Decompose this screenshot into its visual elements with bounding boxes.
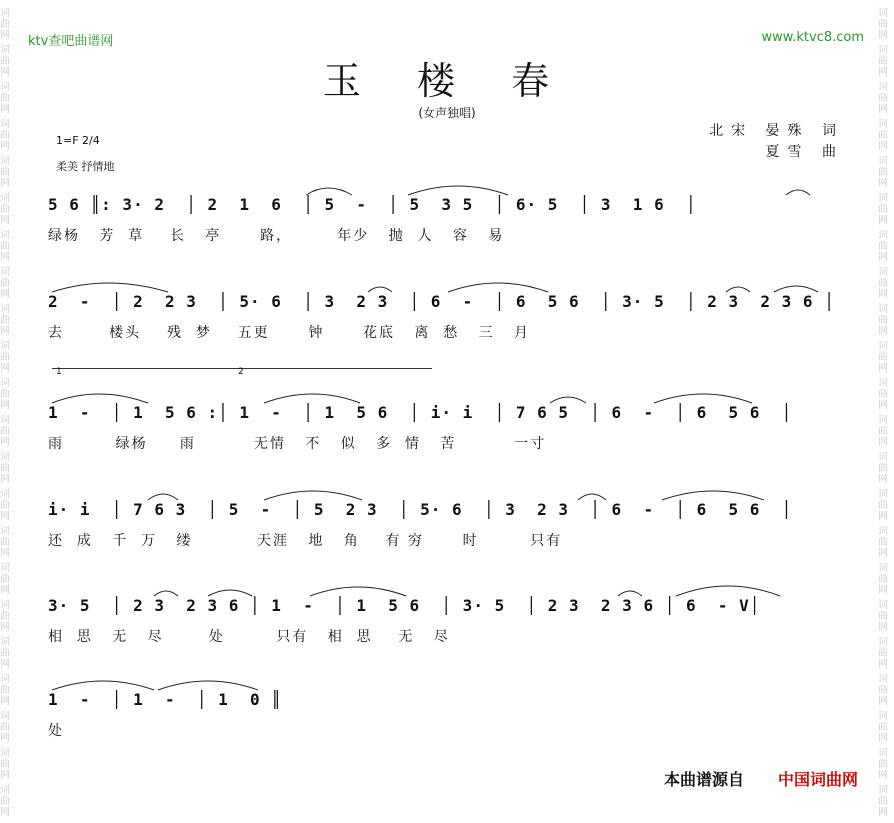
song-subtitle: (女声独唱) xyxy=(418,106,476,120)
watermark-text: 词曲网 xyxy=(0,119,10,152)
watermark-text: 词曲网 xyxy=(878,230,888,263)
watermark-text: 词曲网 xyxy=(0,267,10,300)
notation-line: 5 6 ║: 3· 2 │ 2 1 6 │ 5 - │ 5 3 5 │ 6· 5 │ 3 1 6 │ xyxy=(48,195,697,214)
watermark-text: 词曲网 xyxy=(878,711,888,744)
watermark-text: 词曲网 xyxy=(878,415,888,448)
watermark-text: 词曲网 xyxy=(878,637,888,670)
lyrics-line: 还 成 千 万 缕 天涯 地 角 有 穷 时 只有 xyxy=(48,533,563,549)
tempo-marking: 柔美 抒情地 xyxy=(56,160,115,173)
watermark-text: 词曲网 xyxy=(878,119,888,152)
watermark-text: 词曲网 xyxy=(0,785,10,818)
watermark-text: 词曲网 xyxy=(0,82,10,115)
composer-credit: 夏雪 曲 xyxy=(765,144,844,160)
watermark-text: 词曲网 xyxy=(0,748,10,781)
lyrics-line: 去 楼头 残 梦 五更 钟 花底 离 愁 三 月 xyxy=(48,325,531,341)
watermark-text: 词曲网 xyxy=(0,674,10,707)
site-name-left[interactable]: ktv查吧曲谱网 xyxy=(28,34,114,49)
notation-line: 1 - │ 1 - │ 1 0 ║ xyxy=(48,690,282,709)
watermark-text: 词曲网 xyxy=(0,304,10,337)
key-signature: 1=F 2/4 xyxy=(56,134,100,147)
watermark-text: 词曲网 xyxy=(878,45,888,78)
source-site-link[interactable]: 中国词曲网 xyxy=(777,770,858,789)
volta-bracket xyxy=(52,368,432,381)
notation-line: 1 - │ 1 5 6 :│ 1 - │ 1 5 6 │ i· i │ 7 6 5 │ 6 - │ 6 5 6 │ xyxy=(48,403,793,422)
watermark-text: 词曲网 xyxy=(878,452,888,485)
notation-line: 2 - │ 2 2 3 │ 5· 6 │ 3 2 3 │ 6 - │ 6 5 6 │ 3· 5 │ 2 3 2 3 6 │ xyxy=(48,292,835,311)
watermark-text: 词曲网 xyxy=(878,8,888,41)
watermark-text: 词曲网 xyxy=(0,230,10,263)
watermark-text: 词曲网 xyxy=(0,156,10,189)
watermark-text: 词曲网 xyxy=(0,452,10,485)
watermark-text: 词曲网 xyxy=(878,82,888,115)
lyrics-line: 绿杨 芳 草 长 亭 路， 年少 抛 人 容 易 xyxy=(48,228,505,244)
site-url-right[interactable]: www.ktvc8.com xyxy=(761,30,864,45)
watermark-right xyxy=(878,0,894,823)
watermark-text: 词曲网 xyxy=(878,600,888,633)
watermark-text: 词曲网 xyxy=(0,341,10,374)
watermark-text: 词曲网 xyxy=(0,489,10,522)
watermark-text: 词曲网 xyxy=(878,304,888,337)
volta-first-label: 1 xyxy=(56,367,62,377)
lyrics-line: 处 xyxy=(48,723,64,739)
watermark-text: 词曲网 xyxy=(0,193,10,226)
watermark-text: 词曲网 xyxy=(0,600,10,633)
lyrics-line: 相 思 无 尽 处 只有 相 思 无 尽 xyxy=(48,629,450,645)
watermark-text: 词曲网 xyxy=(0,45,10,78)
watermark-text: 词曲网 xyxy=(878,748,888,781)
watermark-text: 词曲网 xyxy=(878,489,888,522)
notation-line: i· i │ 7 6 3 │ 5 - │ 5 2 3 │ 5· 6 │ 3 2 3 │ 6 - │ 6 5 6 │ xyxy=(48,500,793,519)
watermark-text: 词曲网 xyxy=(878,785,888,818)
watermark-text: 词曲网 xyxy=(0,415,10,448)
watermark-text: 词曲网 xyxy=(0,563,10,596)
watermark-text: 词曲网 xyxy=(0,378,10,411)
watermark-text: 词曲网 xyxy=(0,637,10,670)
watermark-text: 词曲网 xyxy=(878,526,888,559)
watermark-text: 词曲网 xyxy=(0,8,10,41)
song-title: 玉 楼 春 xyxy=(322,59,572,103)
watermark-text: 词曲网 xyxy=(878,267,888,300)
watermark-text: 词曲网 xyxy=(878,674,888,707)
watermark-text: 词曲网 xyxy=(0,526,10,559)
lyrics-line: 雨 绿杨 雨 无情 不 似 多 情 苦 一寸 xyxy=(48,436,547,452)
watermark-text: 词曲网 xyxy=(0,711,10,744)
watermark-text: 词曲网 xyxy=(878,193,888,226)
watermark-text: 词曲网 xyxy=(878,378,888,411)
source-label: 本曲谱源自 xyxy=(663,770,744,789)
notation-line: 3· 5 │ 2 3 2 3 6 │ 1 - │ 1 5 6 │ 3· 5 │ 2 3 2 3 6 │ 6 - V│ xyxy=(48,596,761,615)
watermark-text: 词曲网 xyxy=(878,563,888,596)
watermark-text: 词曲网 xyxy=(878,341,888,374)
watermark-text: 词曲网 xyxy=(878,156,888,189)
lyricist-credit: 北宋 晏殊 词 xyxy=(709,123,844,139)
volta-second-label: 2 xyxy=(238,367,244,377)
watermark-left xyxy=(0,0,16,823)
